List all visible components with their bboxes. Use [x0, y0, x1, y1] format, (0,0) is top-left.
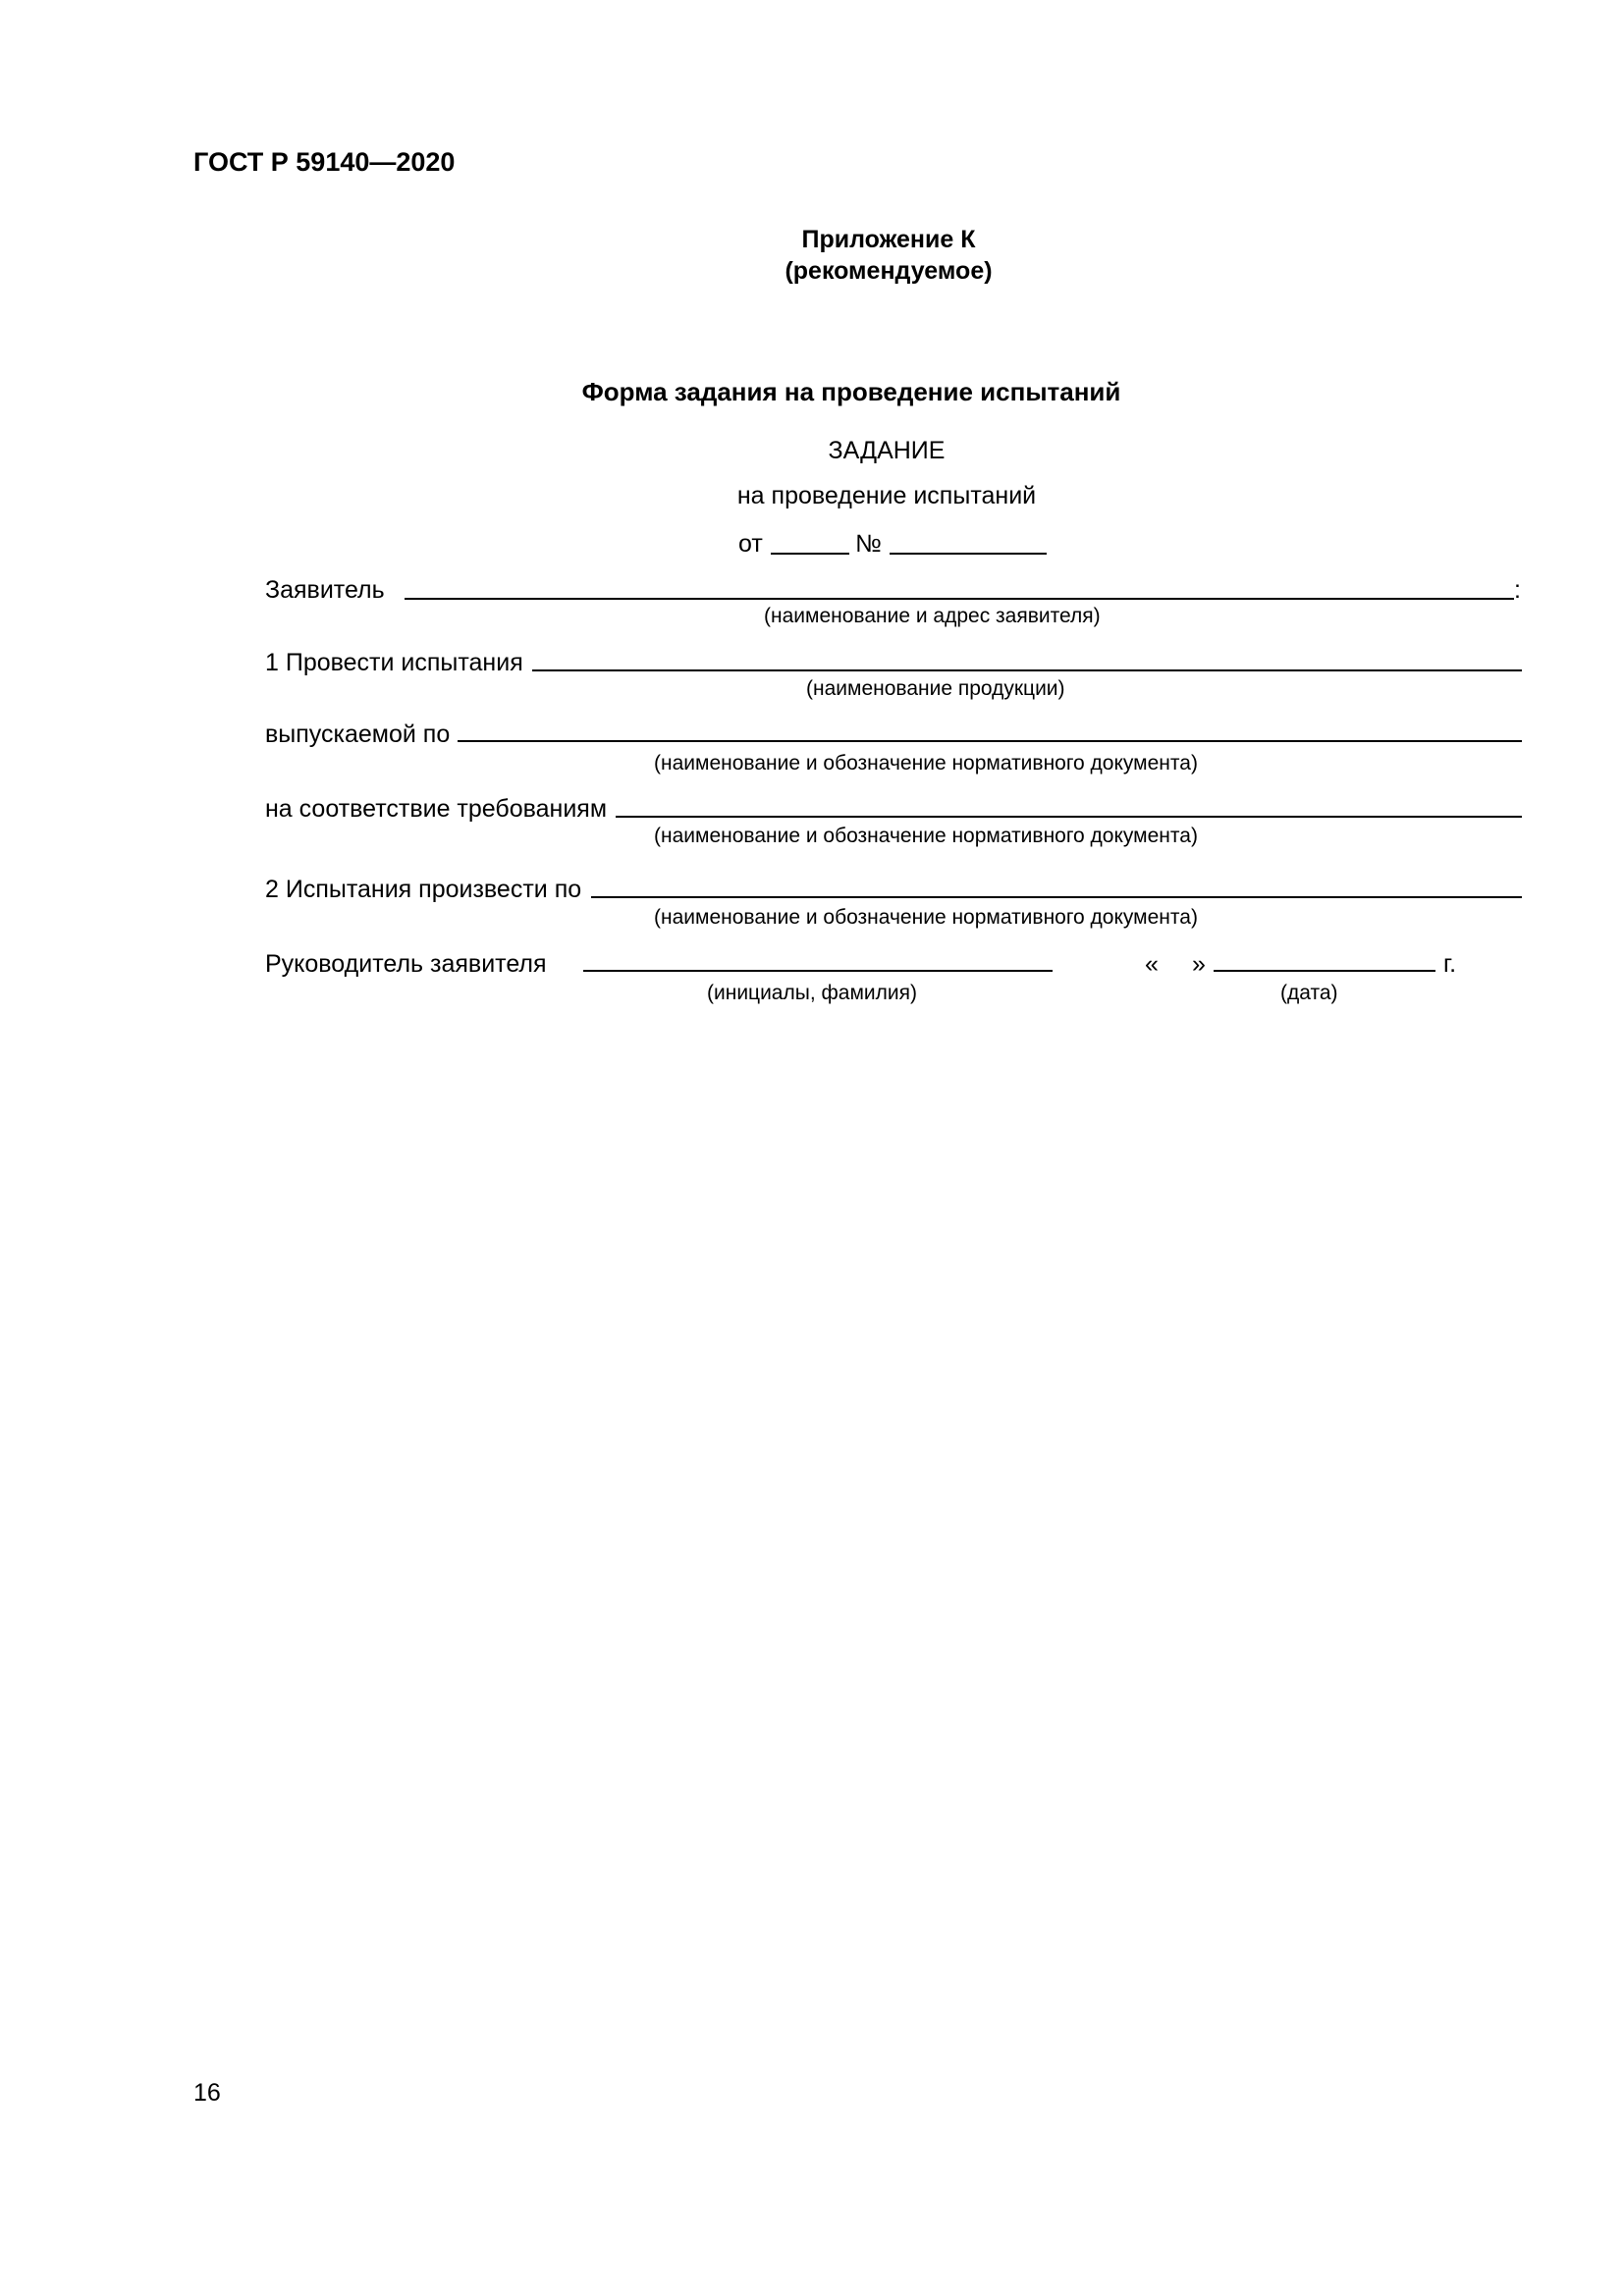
- number-sign: №: [855, 530, 882, 558]
- quote-close: »: [1192, 950, 1206, 978]
- year-suffix: г.: [1443, 950, 1457, 978]
- applicant-colon: :: [1514, 576, 1521, 604]
- applicant-label: Заявитель: [265, 576, 385, 604]
- compliance-hint: (наименование и обозначение нормативного документа): [654, 825, 1198, 847]
- task-date-field[interactable]: [771, 553, 849, 555]
- product-name-field[interactable]: [532, 669, 1522, 671]
- page-number: 16: [193, 2079, 221, 2107]
- compliance-label: на соответствие требованиям: [265, 795, 608, 823]
- task-subtitle: на проведение испытаний: [736, 482, 1037, 509]
- product-name-hint: (наименование продукции): [806, 677, 1065, 700]
- produced-per-field[interactable]: [458, 740, 1522, 742]
- task-title: ЗАДАНИЕ: [828, 437, 946, 464]
- produced-per-hint: (наименование и обозначение нормативного документа): [654, 752, 1198, 774]
- date-hint: (дата): [1280, 982, 1338, 1004]
- sign-date-field[interactable]: [1214, 970, 1435, 972]
- applicant-field[interactable]: [405, 598, 1514, 600]
- quote-open: «: [1145, 950, 1159, 978]
- produced-per-label: выпускаемой по: [265, 721, 451, 748]
- task-number-field[interactable]: [890, 553, 1047, 555]
- form-title: Форма задания на проведение испытаний: [581, 377, 1121, 406]
- document-header: ГОСТ Р 59140—2020: [193, 147, 456, 177]
- perform-tests-hint: (наименование и обозначение нормативного документа): [654, 906, 1198, 929]
- head-name-field[interactable]: [583, 970, 1053, 972]
- applicant-hint: (наименование и адрес заявителя): [764, 605, 1101, 627]
- annex-title: Приложение К: [801, 226, 976, 253]
- date-prefix: от: [738, 530, 763, 558]
- perform-tests-field[interactable]: [591, 896, 1522, 898]
- perform-tests-label: 2 Испытания произвести по: [265, 876, 582, 903]
- conduct-tests-label: 1 Провести испытания: [265, 649, 523, 676]
- compliance-field[interactable]: [616, 816, 1522, 818]
- annex-subtitle: (рекомендуемое): [785, 257, 993, 285]
- head-name-hint: (инициалы, фамилия): [707, 982, 917, 1004]
- head-label: Руководитель заявителя: [265, 950, 547, 978]
